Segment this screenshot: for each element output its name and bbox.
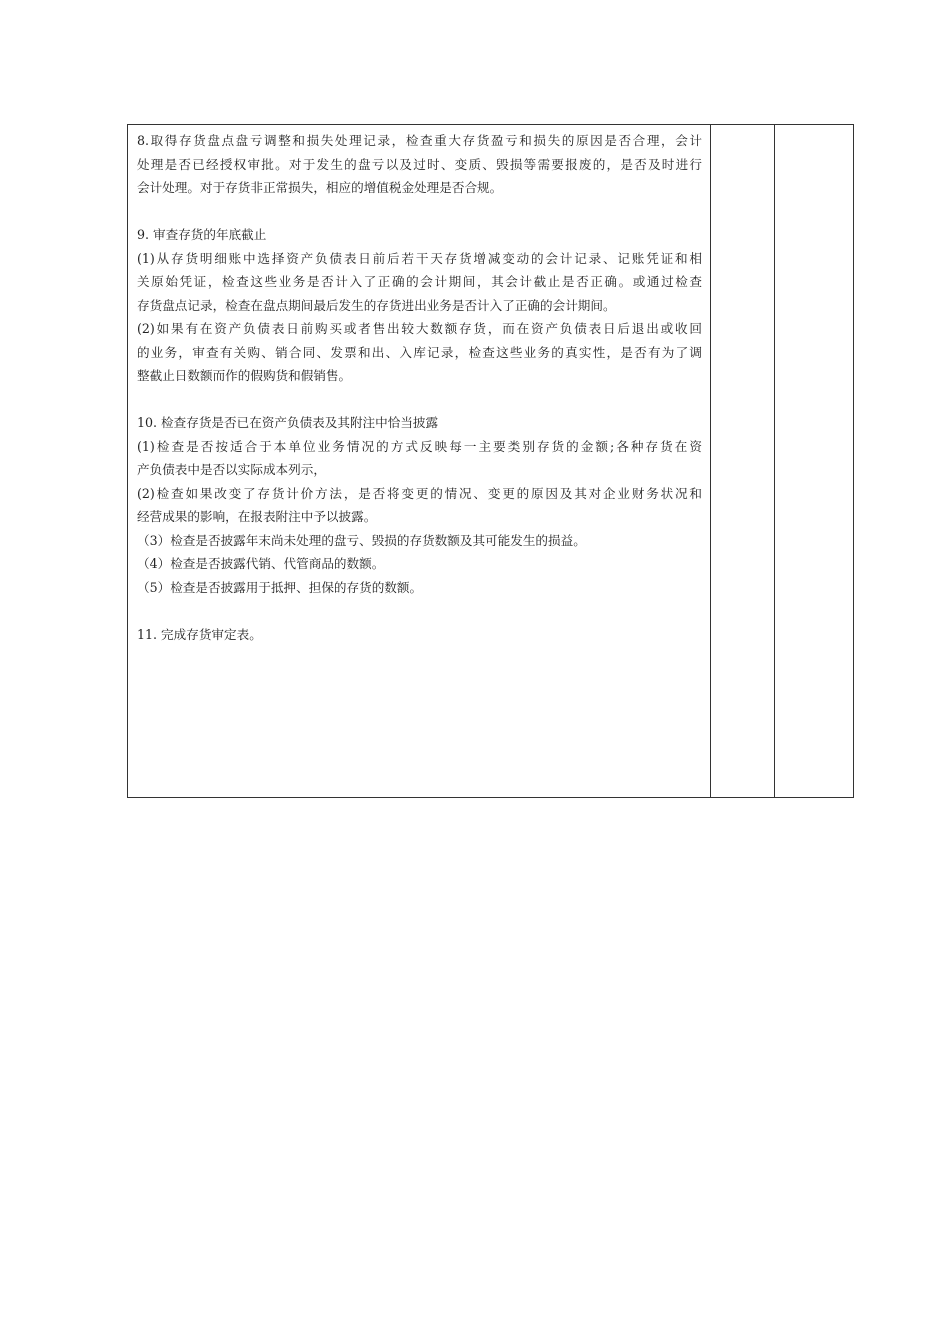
text-line: (2)检查如果改变了存货计价方法，是否将变更的情况、变更的原因及其对企业财务状况和: [137, 485, 702, 501]
blank-line: [137, 388, 702, 412]
section-heading: 11. 完成存货审定表。: [137, 626, 262, 642]
text-line: （4）检查是否披露代销、代管商品的数额。: [137, 556, 385, 571]
text-line: （5）检查是否披露用于抵押、担保的存货的数额。: [137, 579, 423, 595]
section-8: [137, 129, 702, 200]
text-line: (1)检查是否按适合于本单位业务情况的方式反映每一主要类别存货的金额;各种存货在资: [137, 438, 702, 454]
blank-line: [137, 599, 702, 623]
section-11: [137, 623, 702, 647]
text-line: (1)从存货明细账中选择资产负债表日前后若干天存货增减变动的会计记录、记账凭证和相: [137, 250, 702, 266]
procedure-table: [127, 124, 854, 798]
procedure-text-cell: [128, 125, 711, 797]
text-line: 整截止日数额而作的假购货和假销售。: [137, 368, 352, 383]
text-line: 的业务，审查有关购、销合同、发票和出、入库记录，检查这些业务的真实性，是否有为了调: [137, 344, 702, 360]
empty-cell-preparer: [775, 125, 853, 797]
blank-line: [137, 200, 702, 224]
text-line: 关原始凭证，检查这些业务是否计入了正确的会计期间，其会计截止是否正确。或通过检查: [137, 274, 702, 289]
text-line: 存货盘点记录，检查在盘点期间最后发生的存货进出业务是否计入了正确的会计期间。: [137, 297, 616, 313]
section-10: [137, 411, 702, 599]
text-line: （3）检查是否披露年末尚未处理的盘亏、毁损的存货数额及其可能发生的损益。: [137, 532, 586, 548]
section-heading: 9. 审查存货的年底截止: [137, 227, 267, 242]
text-line: 处理是否已经授权审批。对于发生的盘亏以及过时、变质、毁损等需要报废的，是否及时进行: [137, 156, 702, 172]
text-line: 8.取得存货盘点盘亏调整和损失处理记录，检查重大存货盈亏和损失的原因是否合理，会计: [137, 133, 702, 148]
section-heading: 10. 检查存货是否已在资产负债表及其附注中恰当披露: [137, 415, 439, 430]
text-line: 经营成果的影响，在报表附注中予以披露。: [137, 509, 377, 524]
section-9: [137, 223, 702, 388]
text-line: 会计处理。对于存货非正常损失，相应的增值税金处理是否合规。: [137, 180, 503, 195]
text-line: (2)如果有在资产负债表日前购买或者售出较大数额存货，而在资产负债表日后退出或收回: [137, 321, 702, 336]
empty-cell-index: [711, 125, 775, 797]
text-line: 产负债表中是否以实际成本列示，: [137, 462, 326, 477]
